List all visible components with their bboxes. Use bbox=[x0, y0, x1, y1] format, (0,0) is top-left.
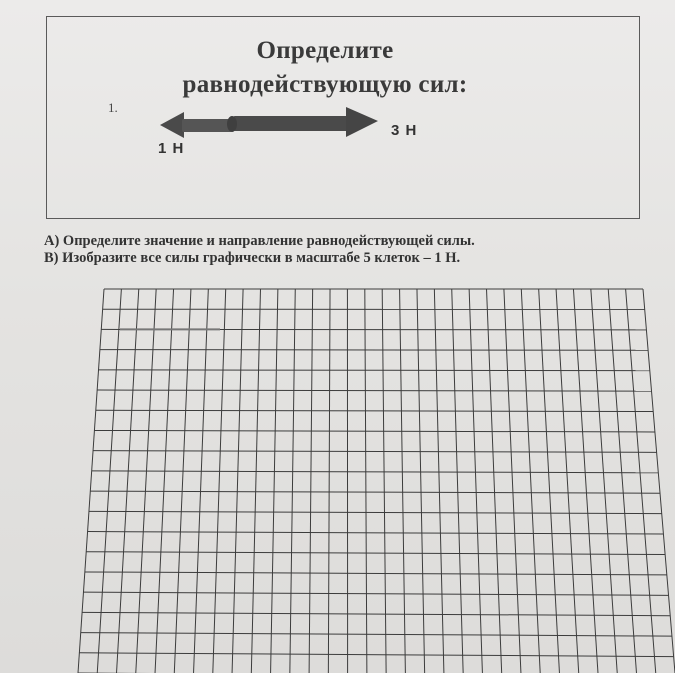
grid-vertical-line bbox=[504, 289, 521, 673]
problem-number: 1. bbox=[108, 100, 118, 115]
grid-vertical-line bbox=[97, 289, 121, 673]
grid-vertical-line bbox=[469, 289, 482, 673]
grid-horizontal-line bbox=[96, 410, 653, 411]
grid-vertical-line bbox=[290, 289, 295, 673]
grid-vertical-line bbox=[434, 289, 444, 673]
grid-vertical-line bbox=[194, 289, 209, 673]
force-right-label: 3 Н bbox=[391, 122, 418, 139]
grid-horizontal-line bbox=[79, 653, 673, 657]
grid-vertical-line bbox=[417, 289, 425, 673]
grid-vertical-line bbox=[309, 289, 313, 673]
grid-vertical-line bbox=[213, 289, 226, 673]
task-a: А) Определите значение и направление равнодействующей силы. bbox=[44, 233, 475, 249]
grid-vertical-line bbox=[365, 289, 367, 673]
grid-vertical-line bbox=[78, 289, 104, 673]
title-line-1: Определите bbox=[256, 37, 394, 64]
grid-vertical-line bbox=[117, 289, 139, 673]
grid-vertical-line bbox=[251, 289, 260, 673]
grid-horizontal-line bbox=[97, 390, 651, 391]
grid-vertical-line bbox=[232, 289, 243, 673]
grid-vertical-line bbox=[174, 289, 191, 673]
grid-vertical-line bbox=[382, 289, 386, 673]
grid-horizontal-line bbox=[88, 532, 664, 535]
grid-vertical-line bbox=[452, 289, 463, 673]
grid-horizontal-line bbox=[99, 370, 650, 371]
grid-vertical-line bbox=[328, 289, 330, 673]
grid-horizontal-line bbox=[89, 511, 662, 513]
grid-horizontal-line bbox=[92, 471, 658, 473]
grid-vertical-line bbox=[487, 289, 502, 673]
grid-vertical-line bbox=[155, 289, 174, 673]
grid-vertical-line bbox=[136, 289, 156, 673]
grid-horizontal-line bbox=[86, 552, 665, 555]
grid-vertical-line bbox=[271, 289, 278, 673]
grid-horizontal-line bbox=[81, 633, 672, 637]
grid-horizontal-line bbox=[85, 572, 667, 575]
task-b: В) Изобразите все силы графически в масштабе 5 клеток – 1 Н. bbox=[44, 250, 461, 266]
grid-horizontal-line bbox=[82, 612, 670, 615]
grid-horizontal-line bbox=[83, 592, 668, 595]
grid-horizontal-line bbox=[100, 350, 648, 351]
force-left-label: 1 Н bbox=[158, 140, 185, 157]
grid-horizontal-line bbox=[94, 430, 654, 431]
grid-horizontal-line bbox=[90, 491, 660, 493]
grid-horizontal-line bbox=[93, 451, 656, 453]
grid-vertical-line bbox=[400, 289, 406, 673]
title-line-2: равнодействующую сил: bbox=[182, 71, 468, 98]
